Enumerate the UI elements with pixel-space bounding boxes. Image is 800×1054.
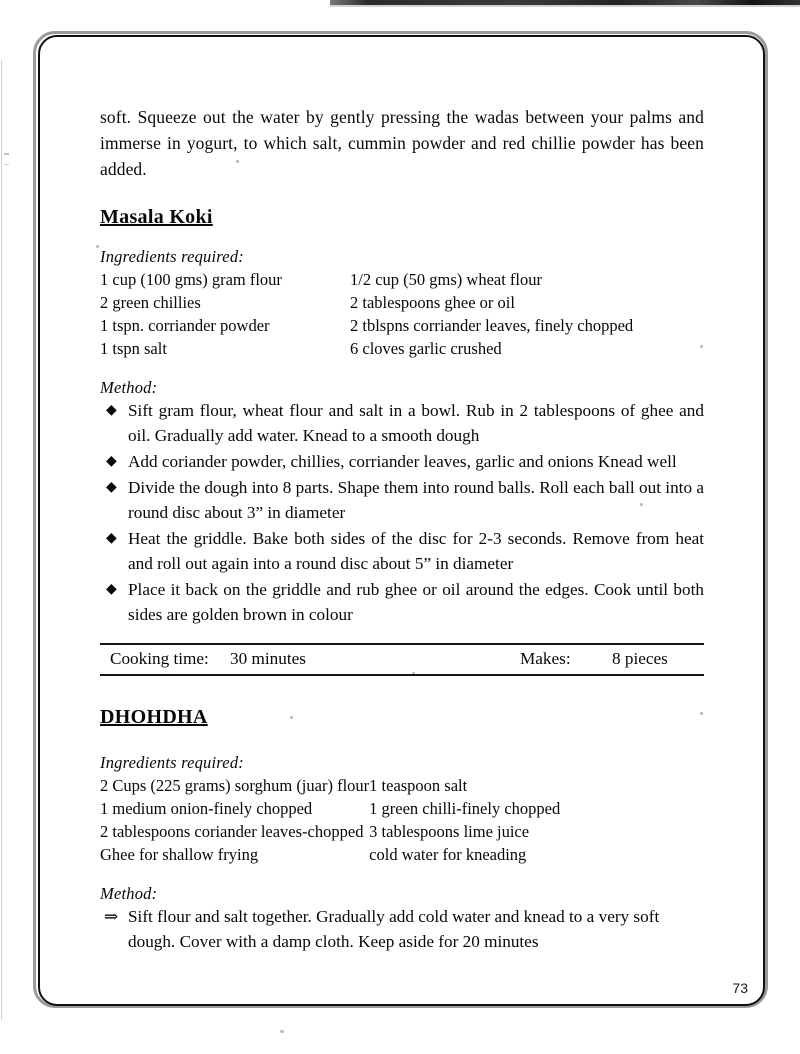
ingredient-cell: Ghee for shallow frying (100, 845, 259, 864)
page-content (100, 104, 704, 955)
ingredient-cell: 2 tablespoons coriander leaves-chopped (100, 822, 364, 841)
recipe-meta-row (100, 646, 704, 672)
ingredient-row (100, 820, 704, 843)
cooking-time-label: Cooking time: (110, 649, 209, 668)
scan-artifact-left-rule (1, 60, 2, 1020)
ingredient-cell: cold water for kneading (369, 845, 527, 864)
scan-artifact-left-speckles (4, 150, 9, 950)
ingredient-cell: 6 cloves garlic crushed (350, 339, 502, 358)
ingredients-label: Ingredients required: (100, 247, 244, 266)
ingredient-cell: 1 cup (100 gms) gram flour (100, 270, 282, 289)
ingredient-row (100, 774, 704, 797)
recipe-title: Masala Koki (100, 206, 213, 228)
method-steps (100, 904, 704, 954)
ingredients-label: Ingredients required: (100, 753, 244, 772)
ingredient-row (100, 268, 704, 291)
makes-value: 8 pieces (612, 649, 668, 668)
double-arrow-bullet-icon: ⇒ (104, 907, 119, 926)
method-step (100, 577, 704, 627)
method-step (100, 904, 704, 954)
method-step (100, 449, 704, 474)
ingredient-cell: 3 tablespoons lime juice (369, 822, 530, 841)
method-steps (100, 398, 704, 627)
method-step-text: Divide the dough into 8 parts. Shape them into round balls. Roll each ball out into a round disc about 3” in diameter (128, 478, 704, 522)
ingredient-row (100, 314, 704, 337)
ingredient-cell: 2 green chillies (100, 293, 201, 312)
method-step (100, 526, 704, 576)
ingredient-row (100, 337, 704, 360)
page-number: 73 (732, 980, 748, 996)
method-step (100, 398, 704, 448)
ingredient-cell: 1 medium onion-finely chopped (100, 799, 313, 818)
method-step-text: Sift gram flour, wheat flour and salt in a bowl. Rub in 2 tablespoons of ghee and oil. Gradually add water. Knead to a smooth dough (128, 401, 704, 445)
ingredients-table (100, 774, 704, 866)
method-step-text: Place it back on the griddle and rub ghee or oil around the edges. Cook until both sides are golden brown in colour (128, 580, 704, 624)
ingredient-cell: 1/2 cup (50 gms) wheat flour (350, 270, 542, 289)
diamond-bullet-icon: ◆ (106, 480, 117, 495)
diamond-bullet-icon: ◆ (106, 582, 117, 597)
recipe-title: DHOHDHA (100, 706, 208, 728)
method-label: Method: (100, 884, 158, 903)
scan-speck (280, 1030, 284, 1033)
ingredient-cell: 1 tspn salt (100, 339, 167, 358)
scan-artifact-top-band (330, 0, 800, 7)
ingredient-cell: 2 tablespoons ghee or oil (350, 293, 515, 312)
continued-paragraph: soft. Squeeze out the water by gently pressing the wadas between your palms and immerse in yogurt, to which salt, cummin powder and red chillie powder has been added. (100, 107, 704, 179)
method-step-text: Sift flour and salt together. Gradually add cold water and knead to a very soft dough. Cover with a damp cloth. Keep aside for 20 minutes (128, 907, 660, 951)
method-label: Method: (100, 378, 158, 397)
diamond-bullet-icon: ◆ (106, 403, 117, 418)
ingredient-row (100, 843, 704, 866)
ingredient-row (100, 797, 704, 820)
ingredients-table (100, 268, 704, 360)
ingredient-cell: 1 tspn. corriander powder (100, 316, 270, 335)
makes-label: Makes: (520, 649, 571, 668)
method-step-text: Add coriander powder, chillies, corriander leaves, garlic and onions Knead well (128, 452, 677, 471)
cooking-time-value: 30 minutes (230, 649, 306, 668)
recipe-dhohdha (100, 706, 704, 954)
recipe-masala-koki (100, 206, 704, 676)
recipe-meta-block (100, 643, 704, 676)
ingredient-cell: 2 Cups (225 grams) sorghum (juar) flour (100, 776, 370, 795)
method-step (100, 475, 704, 525)
method-step-text: Heat the griddle. Bake both sides of the disc for 2-3 seconds. Remove from heat and roll out again into a round disc about 5” in diameter (128, 529, 704, 573)
ingredient-cell: 1 teaspoon salt (369, 776, 468, 795)
ingredient-cell: 2 tblspns corriander leaves, finely chopped (350, 316, 634, 335)
diamond-bullet-icon: ◆ (106, 531, 117, 546)
ingredient-cell: 1 green chilli-finely chopped (369, 799, 561, 818)
diamond-bullet-icon: ◆ (106, 454, 117, 469)
ingredient-row (100, 291, 704, 314)
